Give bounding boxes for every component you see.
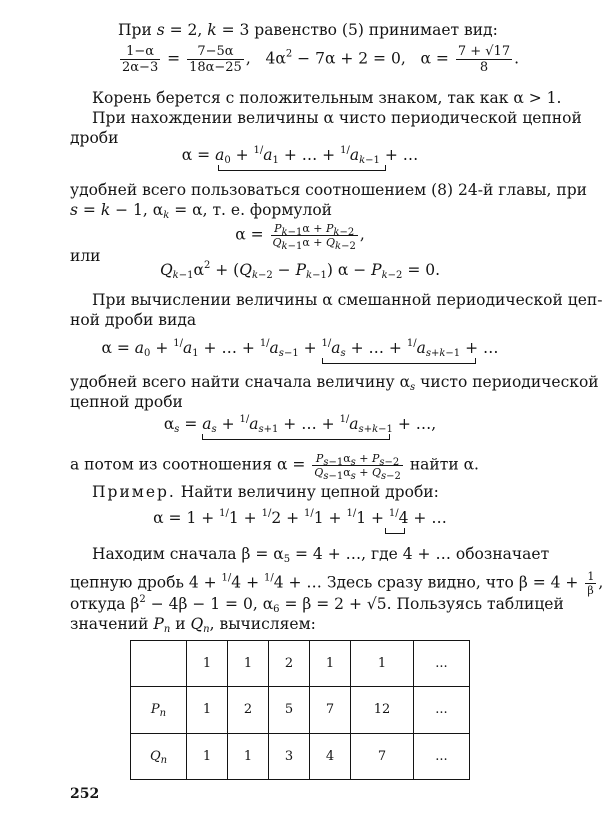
table-cell: ... [414, 687, 470, 733]
table-cell: 3 [269, 733, 310, 779]
fraction: $\frac{7-5\alpha}{18\alpha-25}$ [189, 44, 242, 75]
table-cell: 1 [351, 641, 414, 687]
equation-mixed-periodic: $\alpha = a_0 + ^{1/}a_1$ + … + $^{1/}a_{s-1} + ^{1/}a_s$ + … + $^{1/}a_{s+k-1}$ + … [101, 338, 499, 359]
table-cell: ... [414, 641, 470, 687]
table-cell: 1 [187, 687, 228, 733]
text-line: дроби [70, 129, 119, 147]
equation-quadratic-general: $Q_{k-1}\alpha^2 + (Q_{k-2} - P_{k-1}) \alpha - P_{k-2} = 0$. [159, 260, 441, 281]
text-line: s = k − 1, $\alpha_k = \alpha$, т. е. формулой [70, 201, 333, 221]
text-line: значений $P_n$ и $Q_n$, вычисляем: [70, 615, 316, 635]
text-line: или [70, 247, 101, 265]
table-cell: 1 [187, 641, 228, 687]
table-cell: 5 [269, 687, 310, 733]
text-line: ной дроби вида [70, 311, 197, 329]
table-cell: $Q_n$ [131, 733, 187, 779]
text-line: а потом из соотношения α = $\frac{P_{s-1}\alpha_s + P_{s-2}}{Q_{s-1}\alpha_s + Q_{s-2}}$ найти α. [70, 452, 479, 482]
table-cell: $P_n$ [131, 687, 187, 733]
fraction: $\frac{P_{k-1}\alpha + P_{k-2}}{Q_{k-1}\alpha + Q_{k-2}}$ [272, 222, 356, 252]
table-cell: ... [414, 733, 470, 779]
table-cell: 1 [310, 641, 351, 687]
text-span: Найти величину цепной дроби: [180, 483, 439, 501]
table-cell: 1 [228, 641, 269, 687]
period-brace [322, 358, 476, 364]
text-line: удобней всего найти сначала величину $\alpha_s$ чисто периодической [70, 373, 599, 393]
table-cell: 2 [228, 687, 269, 733]
fraction: $\frac{P_{s-1}\alpha_s + P_{s-2}}{Q_{s-1}\alpha_s + Q_{s-2}}$ [314, 452, 401, 482]
period-brace [202, 434, 390, 440]
table-cell: 12 [351, 687, 414, 733]
fraction: $\frac{1-\alpha}{2\alpha-3}$ [122, 44, 159, 75]
table-cell: 7 [351, 733, 414, 779]
table-cell [131, 641, 187, 687]
table-cell: 7 [310, 687, 351, 733]
text-line: удобней всего пользоваться соотношением (8) 24-й главы, при [70, 181, 587, 199]
equation-example: α = 1 + $^{1/}$1 + $^{1/}$2 + $^{1/}$1 + $^{1/}$1 + $^{1/}$4 + … [153, 508, 447, 527]
page-number: 252 [70, 786, 100, 802]
equation-alpha-ratio: α = $\frac{P_{k-1}\alpha + P_{k-2}}{Q_{k-1}\alpha + Q_{k-2}}$ , [235, 222, 365, 252]
text-line: цепную дробь 4 + $^{1/}$4 + $^{1/}$4 + … Здесь сразу видно, что β = 4 + $\frac{1}{\beta}$ , [70, 570, 603, 597]
equation-pure-periodic: $\alpha = a_0 + ^{1/}a_1$ + … + $^{1/}a_{k-1}$ + … [181, 145, 419, 166]
text-line [92, 482, 439, 502]
text-line: При вычислении величины α смешанной периодической цеп- [92, 291, 603, 309]
table-cell: 1 [228, 733, 269, 779]
table-row [131, 687, 470, 733]
text-line: Находим сначала $\beta = \alpha_5 = 4$ + …, где 4 + … обозначает [92, 545, 550, 565]
text-line: При нахождении величины α чисто периодической цепной [92, 109, 582, 127]
example-heading: Пример. [92, 483, 176, 501]
text-line: цепной дроби [70, 393, 183, 411]
fraction: $\frac{1}{\beta}$ [587, 570, 595, 597]
equation-quadratic: $\frac{1-\alpha}{2\alpha-3}$ = $\frac{7-5\alpha}{18\alpha-25}$ , $4\alpha^2 - 7\alpha + 2 = 0$, α = $\frac{7 + √17}{8}$ . [122, 44, 520, 75]
table-cell: 4 [310, 733, 351, 779]
period-brace [218, 165, 386, 171]
table-cell: 1 [187, 733, 228, 779]
equation-alpha-s: $\alpha_s = a_s + ^{1/}a_{s+1}$ + … + $^{1/}a_{s+k-1}$ + …, [163, 414, 437, 435]
pq-table [130, 640, 470, 780]
text-line: откуда $\beta^2 - 4\beta - 1 = 0$, $\alpha_6 = \beta = 2 + √5$. Пользуясь таблицей [70, 594, 564, 615]
text-line: Корень берется с положительным знаком, так как α > 1. [92, 89, 562, 107]
table-cell: 2 [269, 641, 310, 687]
fraction: $\frac{7 + √17}{8}$ [457, 44, 511, 75]
table-row [131, 733, 470, 779]
text-line: При s = 2, k = 3 равенство (5) принимает вид: [118, 21, 498, 39]
table-row [131, 641, 470, 687]
period-brace [385, 528, 405, 534]
